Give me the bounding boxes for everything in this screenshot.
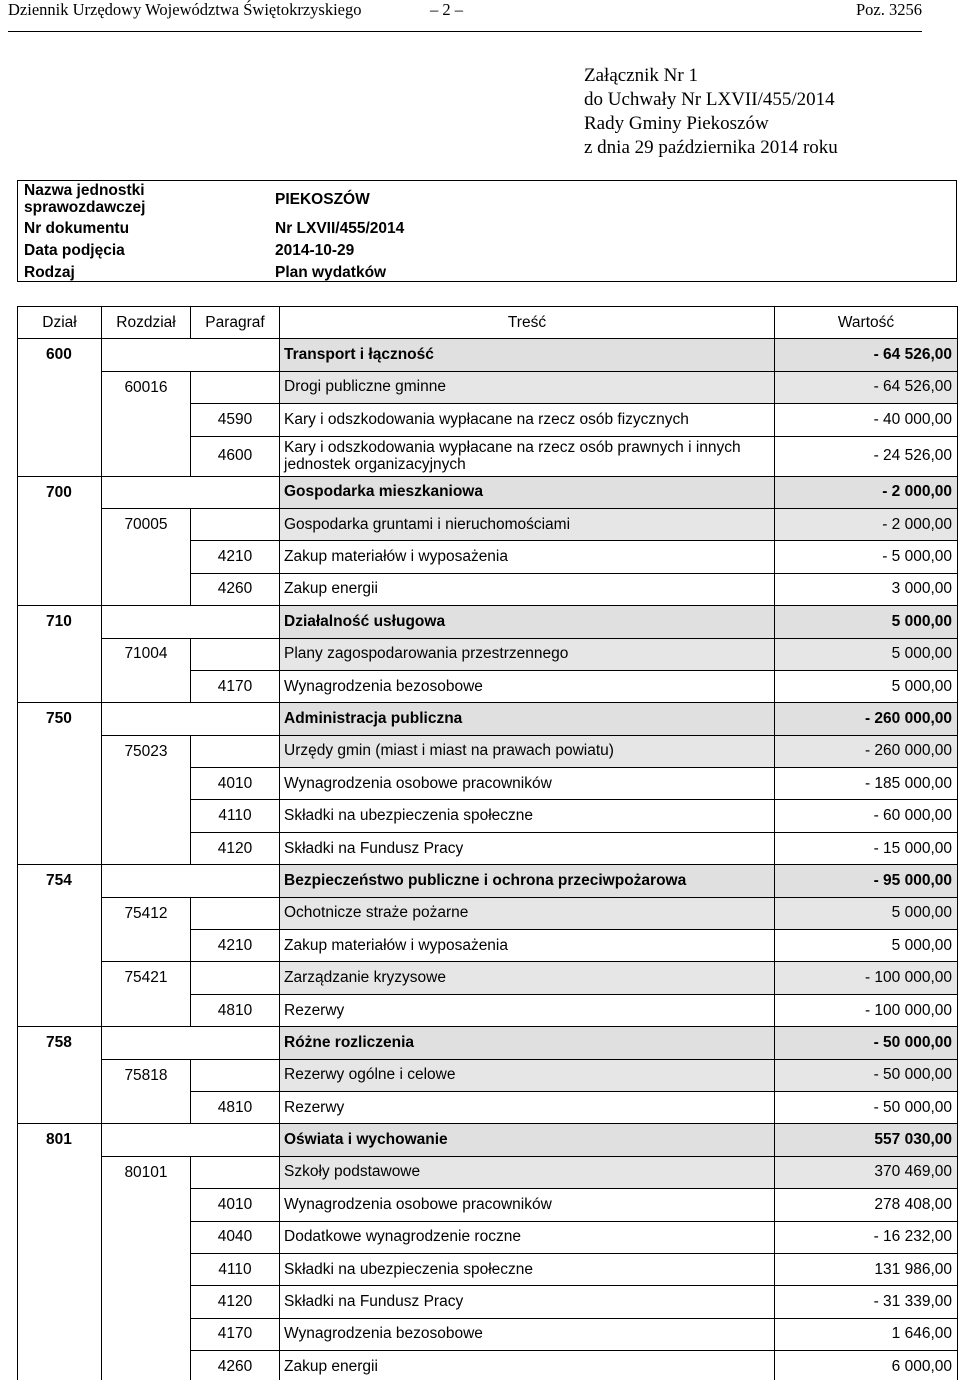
cell-rozdzial	[102, 703, 191, 735]
cell-dzial	[18, 1059, 102, 1091]
cell-paragraf: 4120	[191, 832, 280, 864]
cell-wartosc: 5 000,00	[775, 930, 958, 962]
table-row	[18, 1124, 958, 1156]
cell-wartosc: - 2 000,00	[775, 508, 958, 540]
publication-title: Dziennik Urzędowy Województwa Świętokrzyskiego	[8, 0, 362, 19]
cell-paragraf: 4210	[191, 541, 280, 573]
cell-paragraf: 4810	[191, 994, 280, 1026]
expenditure-table	[17, 306, 958, 1380]
cell-wartosc: 370 469,00	[775, 1156, 958, 1188]
table-row	[18, 1253, 958, 1285]
cell-paragraf	[191, 735, 280, 767]
cell-wartosc: 3 000,00	[775, 573, 958, 605]
cell-tresc: Drogi publiczne gminne	[280, 371, 775, 403]
cell-paragraf: 4040	[191, 1221, 280, 1253]
cell-wartosc: 278 408,00	[775, 1189, 958, 1221]
cell-dzial: 801	[18, 1124, 102, 1156]
type-label: Rodzaj	[24, 264, 75, 281]
header-tresc: Treść	[280, 307, 775, 339]
cell-wartosc: 5 000,00	[775, 670, 958, 702]
cell-rozdzial: 80101	[102, 1156, 191, 1188]
cell-rozdzial: 75412	[102, 897, 191, 929]
cell-dzial	[18, 371, 102, 403]
cell-paragraf: 4590	[191, 404, 280, 436]
cell-rozdzial	[102, 1091, 191, 1123]
cell-wartosc: - 24 526,00	[775, 436, 958, 476]
cell-wartosc: - 50 000,00	[775, 1091, 958, 1123]
table-row	[18, 962, 958, 994]
unit-label-2: sprawozdawczej	[24, 199, 146, 216]
cell-paragraf	[191, 703, 280, 735]
cell-rozdzial	[102, 436, 191, 476]
cell-paragraf	[191, 865, 280, 897]
cell-tresc: Plany zagospodarowania przestrzennego	[280, 638, 775, 670]
cell-dzial	[18, 768, 102, 800]
annex-line-3: Rady Gminy Piekoszów	[584, 113, 769, 134]
cell-paragraf	[191, 1059, 280, 1091]
table-row	[18, 1091, 958, 1123]
cell-dzial	[18, 1221, 102, 1253]
cell-paragraf: 4110	[191, 1253, 280, 1285]
unit-label-1: Nazwa jednostki	[24, 182, 145, 199]
cell-wartosc: - 5 000,00	[775, 541, 958, 573]
cell-tresc: Kary i odszkodowania wypłacane na rzecz osób fizycznych	[280, 404, 775, 436]
table-row	[18, 476, 958, 508]
cell-rozdzial	[102, 541, 191, 573]
cell-tresc: Wynagrodzenia bezosobowe	[280, 670, 775, 702]
cell-wartosc: - 15 000,00	[775, 832, 958, 864]
table-row	[18, 1286, 958, 1318]
cell-dzial	[18, 508, 102, 540]
cell-tresc: Ochotnicze straże pożarne	[280, 897, 775, 929]
annex-line-2: do Uchwały Nr LXVII/455/2014	[584, 89, 835, 110]
cell-wartosc: - 60 000,00	[775, 800, 958, 832]
header-wartosc: Wartość	[775, 307, 958, 339]
cell-paragraf	[191, 1156, 280, 1188]
cell-paragraf: 4010	[191, 1189, 280, 1221]
table-row	[18, 606, 958, 638]
cell-tresc: Wynagrodzenia osobowe pracowników	[280, 768, 775, 800]
cell-wartosc: - 260 000,00	[775, 735, 958, 767]
cell-paragraf	[191, 962, 280, 994]
cell-tresc: Działalność usługowa	[280, 606, 775, 638]
cell-dzial: 754	[18, 865, 102, 897]
cell-rozdzial	[102, 1253, 191, 1285]
table-row	[18, 1156, 958, 1188]
cell-wartosc: 1 646,00	[775, 1318, 958, 1350]
table-row	[18, 703, 958, 735]
table-row	[18, 768, 958, 800]
cell-paragraf: 4210	[191, 930, 280, 962]
cell-tresc: Składki na Fundusz Pracy	[280, 1286, 775, 1318]
cell-dzial: 600	[18, 339, 102, 371]
table-row	[18, 638, 958, 670]
cell-tresc: Zarządzanie kryzysowe	[280, 962, 775, 994]
cell-paragraf	[191, 1027, 280, 1059]
cell-paragraf	[191, 1124, 280, 1156]
annex-heading	[584, 64, 838, 160]
table-row	[18, 994, 958, 1026]
header-dzial: Dział	[18, 307, 102, 339]
table-row	[18, 832, 958, 864]
cell-dzial	[18, 832, 102, 864]
cell-tresc: Wynagrodzenia osobowe pracowników	[280, 1189, 775, 1221]
cell-tresc: Składki na ubezpieczenia społeczne	[280, 1253, 775, 1285]
cell-tresc: Rezerwy ogólne i celowe	[280, 1059, 775, 1091]
cell-tresc: Zakup energii	[280, 573, 775, 605]
cell-paragraf	[191, 339, 280, 371]
cell-rozdzial	[102, 800, 191, 832]
cell-tresc: Oświata i wychowanie	[280, 1124, 775, 1156]
table-row	[18, 670, 958, 702]
cell-paragraf	[191, 638, 280, 670]
cell-tresc: Administracja publiczna	[280, 703, 775, 735]
table-row	[18, 735, 958, 767]
cell-wartosc: - 16 232,00	[775, 1221, 958, 1253]
cell-tresc: Zakup materiałów i wyposażenia	[280, 930, 775, 962]
cell-tresc: Zakup materiałów i wyposażenia	[280, 541, 775, 573]
cell-tresc: Rezerwy	[280, 1091, 775, 1123]
cell-tresc: Urzędy gmin (miast i miast na prawach powiatu)	[280, 735, 775, 767]
cell-dzial	[18, 800, 102, 832]
cell-tresc: Transport i łączność	[280, 339, 775, 371]
cell-rozdzial: 60016	[102, 371, 191, 403]
cell-tresc: Szkoły podstawowe	[280, 1156, 775, 1188]
cell-rozdzial: 75421	[102, 962, 191, 994]
cell-paragraf: 4260	[191, 573, 280, 605]
cell-dzial	[18, 897, 102, 929]
annex-line-1: Załącznik Nr 1	[584, 65, 698, 86]
cell-wartosc: - 260 000,00	[775, 703, 958, 735]
cell-dzial	[18, 994, 102, 1026]
cell-wartosc: - 2 000,00	[775, 476, 958, 508]
cell-dzial	[18, 1351, 102, 1380]
cell-tresc: Zakup energii	[280, 1351, 775, 1380]
cell-wartosc: - 100 000,00	[775, 994, 958, 1026]
cell-paragraf: 4110	[191, 800, 280, 832]
cell-paragraf: 4010	[191, 768, 280, 800]
cell-wartosc: 6 000,00	[775, 1351, 958, 1380]
cell-rozdzial	[102, 404, 191, 436]
cell-rozdzial	[102, 1027, 191, 1059]
cell-tresc: Dodatkowe wynagrodzenie roczne	[280, 1221, 775, 1253]
cell-wartosc: - 185 000,00	[775, 768, 958, 800]
cell-paragraf	[191, 476, 280, 508]
table-row	[18, 1351, 958, 1380]
cell-rozdzial	[102, 930, 191, 962]
table-row	[18, 1318, 958, 1350]
cell-tresc: Gospodarka mieszkaniowa	[280, 476, 775, 508]
cell-dzial	[18, 1091, 102, 1123]
cell-wartosc: 5 000,00	[775, 606, 958, 638]
cell-rozdzial: 71004	[102, 638, 191, 670]
cell-rozdzial	[102, 573, 191, 605]
cell-dzial	[18, 1286, 102, 1318]
cell-rozdzial	[102, 1124, 191, 1156]
cell-dzial: 710	[18, 606, 102, 638]
table-row	[18, 1221, 958, 1253]
cell-paragraf: 4170	[191, 670, 280, 702]
cell-paragraf: 4810	[191, 1091, 280, 1123]
table-row	[18, 800, 958, 832]
cell-tresc: Składki na ubezpieczenia społeczne	[280, 800, 775, 832]
header-rozdzial: Rozdział	[102, 307, 191, 339]
cell-rozdzial	[102, 670, 191, 702]
cell-rozdzial	[102, 476, 191, 508]
cell-dzial	[18, 638, 102, 670]
cell-dzial: 750	[18, 703, 102, 735]
cell-dzial	[18, 436, 102, 476]
cell-dzial	[18, 1189, 102, 1221]
header-paragraf: Paragraf	[191, 307, 280, 339]
cell-dzial	[18, 573, 102, 605]
cell-tresc: Rezerwy	[280, 994, 775, 1026]
cell-rozdzial	[102, 1189, 191, 1221]
cell-tresc: Kary i odszkodowania wypłacane na rzecz osób prawnych i innych jednostek organizacyjnych	[280, 436, 775, 476]
cell-dzial	[18, 541, 102, 573]
cell-paragraf: 4170	[191, 1318, 280, 1350]
cell-dzial	[18, 404, 102, 436]
cell-wartosc: - 64 526,00	[775, 339, 958, 371]
type-value: Plan wydatków	[275, 264, 387, 281]
table-row	[18, 865, 958, 897]
cell-rozdzial	[102, 865, 191, 897]
cell-paragraf	[191, 897, 280, 929]
cell-rozdzial	[102, 1286, 191, 1318]
cell-dzial	[18, 962, 102, 994]
document-metadata	[17, 180, 957, 282]
cell-dzial	[18, 930, 102, 962]
cell-wartosc: 5 000,00	[775, 897, 958, 929]
cell-rozdzial	[102, 606, 191, 638]
cell-rozdzial	[102, 994, 191, 1026]
cell-paragraf: 4260	[191, 1351, 280, 1380]
cell-paragraf: 4600	[191, 436, 280, 476]
cell-wartosc: 131 986,00	[775, 1253, 958, 1285]
unit-value: PIEKOSZÓW	[275, 191, 370, 208]
table-row	[18, 541, 958, 573]
cell-wartosc: - 40 000,00	[775, 404, 958, 436]
cell-paragraf	[191, 508, 280, 540]
cell-tresc: Bezpieczeństwo publiczne i ochrona przeciwpożarowa	[280, 865, 775, 897]
table-header-row	[18, 307, 958, 339]
cell-paragraf	[191, 371, 280, 403]
cell-tresc: Różne rozliczenia	[280, 1027, 775, 1059]
cell-wartosc: - 100 000,00	[775, 962, 958, 994]
cell-rozdzial	[102, 339, 191, 371]
date-label: Data podjęcia	[24, 242, 125, 259]
cell-wartosc: - 95 000,00	[775, 865, 958, 897]
cell-dzial: 700	[18, 476, 102, 508]
cell-paragraf	[191, 606, 280, 638]
running-header	[8, 0, 922, 32]
table-row	[18, 1059, 958, 1091]
cell-wartosc: - 64 526,00	[775, 371, 958, 403]
cell-tresc: Składki na Fundusz Pracy	[280, 832, 775, 864]
doc-value: Nr LXVII/455/2014	[275, 220, 405, 237]
cell-dzial	[18, 1253, 102, 1285]
table-row	[18, 508, 958, 540]
table-row	[18, 1189, 958, 1221]
cell-wartosc: - 50 000,00	[775, 1027, 958, 1059]
table-row	[18, 1027, 958, 1059]
table-row	[18, 573, 958, 605]
cell-rozdzial: 75818	[102, 1059, 191, 1091]
cell-dzial: 758	[18, 1027, 102, 1059]
cell-paragraf: 4120	[191, 1286, 280, 1318]
cell-rozdzial: 70005	[102, 508, 191, 540]
cell-rozdzial	[102, 768, 191, 800]
cell-wartosc: 557 030,00	[775, 1124, 958, 1156]
cell-rozdzial	[102, 1221, 191, 1253]
table-row	[18, 371, 958, 403]
cell-rozdzial	[102, 1351, 191, 1380]
cell-dzial	[18, 1156, 102, 1188]
annex-line-4: z dnia 29 października 2014 roku	[584, 137, 838, 158]
cell-rozdzial: 75023	[102, 735, 191, 767]
cell-wartosc: - 31 339,00	[775, 1286, 958, 1318]
date-value: 2014-10-29	[275, 242, 355, 259]
doc-label: Nr dokumentu	[24, 220, 130, 237]
cell-rozdzial	[102, 1318, 191, 1350]
table-row	[18, 339, 958, 371]
cell-rozdzial	[102, 832, 191, 864]
cell-dzial	[18, 670, 102, 702]
cell-dzial	[18, 735, 102, 767]
table-row	[18, 930, 958, 962]
table-row	[18, 436, 958, 476]
position-number: Poz. 3256	[856, 0, 922, 19]
cell-tresc: Wynagrodzenia bezosobowe	[280, 1318, 775, 1350]
cell-wartosc: - 50 000,00	[775, 1059, 958, 1091]
cell-wartosc: 5 000,00	[775, 638, 958, 670]
table-row	[18, 897, 958, 929]
cell-tresc: Gospodarka gruntami i nieruchomościami	[280, 508, 775, 540]
page-number: – 2 –	[430, 0, 463, 19]
table-row	[18, 404, 958, 436]
cell-dzial	[18, 1318, 102, 1350]
